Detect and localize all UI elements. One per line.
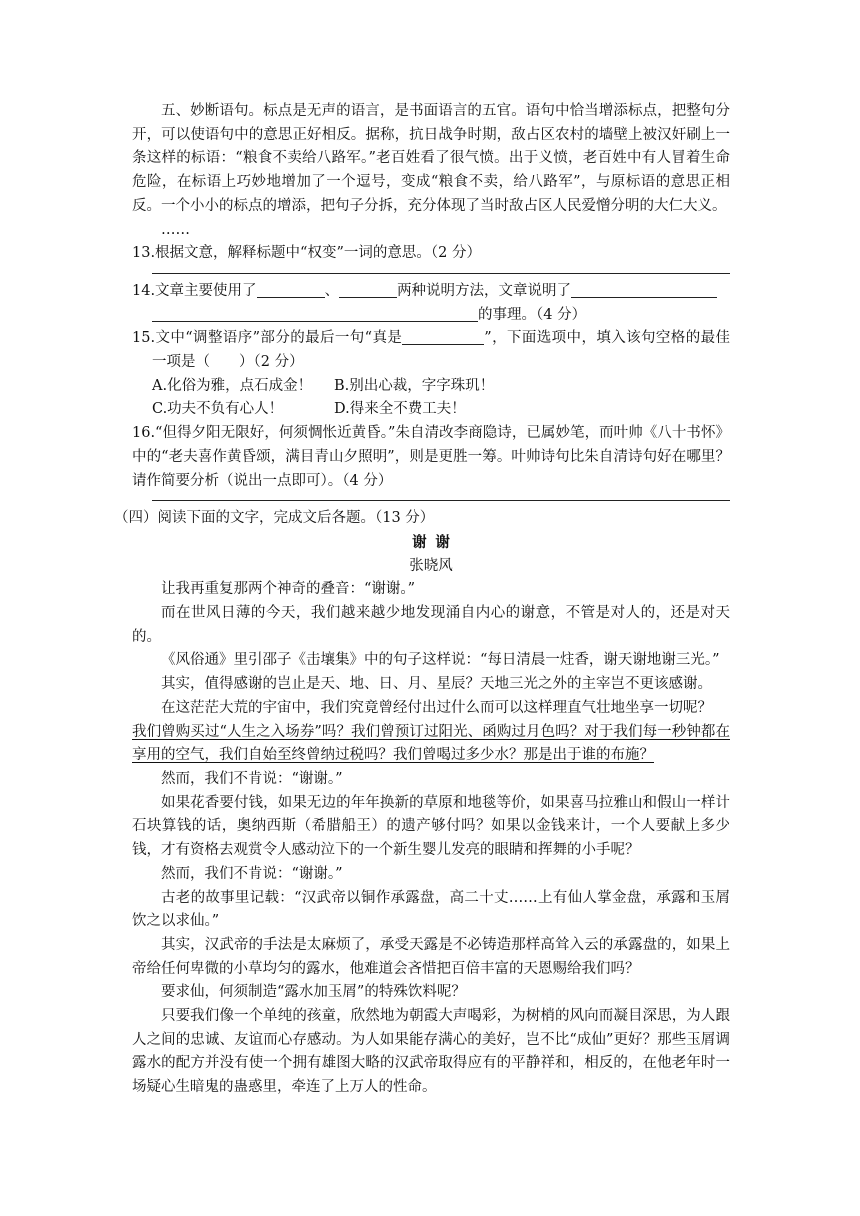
answer-line-16[interactable] (152, 493, 730, 501)
q15-option-d[interactable]: D.得来全不费工夫！ (334, 401, 466, 418)
article-paragraph: 让我再重复那两个神奇的叠音：“谢谢。” (161, 581, 416, 598)
section4-heading: （四）阅读下面的文字，完成文后各题。（13 分） (114, 510, 435, 527)
article-title: 谢谢 (412, 533, 459, 551)
article-author: 张晓风 (409, 557, 453, 574)
q15-option-a[interactable]: A.化俗为雅，点石成金！ (152, 377, 313, 394)
answer-blank-14c[interactable] (571, 281, 717, 298)
q15-options-row2 (152, 398, 730, 422)
document-page (114, 100, 730, 1100)
underlined-passage: 我们曾购买过“人生之入场券”吗？我们曾预订过阳光、函购过月色吗？对于我们每一秒钟都在享用的空气，我们自始至终曾纳过税吗？我们曾喝过多少水？那是出于谁的布施？ (132, 723, 730, 764)
answer-blank-14d[interactable] (152, 305, 478, 322)
article-paragraph: 只要我们像一个单纯的孩童，欣然地为朝霞大声喝彩，为树梢的风向而凝目深思，为人跟人之间的忠诚、友谊而心存感动。为人如果能存满心的美好，岂不比“成仙”更好？那些玉屑调露水的配方并没有使一个拥有雄图大略的汉武帝取得应有的平静祥和，相反的，在他老年时一场疑心生暗鬼的蛊惑里，牵连了上万人的性命。 (132, 1008, 730, 1096)
q15-option-c[interactable]: C.功夫不负有心人！ (152, 401, 284, 418)
section5-paragraph: 五、妙断语句。标点是无声的语言，是书面语言的五官。语句中恰当增添标点，把整句分开，可以使语句中的意思正好相反。据称，抗日战争时期，敌占区农村的墙壁上被汉奸刷上一条这样的标语：“粮食不卖给八路军。”老百姓看了很气愤。出于义愤，老百姓中有人冒着生命危险，在标语上巧妙地增加了一个逗号，变成“粮食不卖，给八路军”，与原标语的意思正相反。一个小小的标点的增添，把句子分拆，充分体现了当时敌占区人民爱憎分明的大仁大义。 (132, 103, 730, 214)
answer-blank-14a[interactable] (257, 281, 325, 298)
article-paragraph: 然而，我们不肯说：“谢谢。” (161, 770, 343, 787)
article-paragraph: 要求仙，何须制造“露水加玉屑”的特殊饮料呢？ (161, 984, 466, 1001)
article-paragraph: 《风俗通》里引邵子《击壤集》中的句子这样说：“每日清晨一炷香，谢天谢地谢三光。” (161, 652, 720, 669)
question-13: 13.根据文意，解释标题中“权变”一词的意思。（2 分） (132, 245, 481, 262)
question-14: 14.文章主要使用了 、 两种说明方法，文章说明了 (132, 280, 730, 304)
article-paragraph: 而在世风日薄的今天，我们越来越少地发现涌自内心的谢意，不管是对人的，还是对天的。 (132, 605, 730, 645)
answer-line-13[interactable] (152, 266, 730, 274)
article-paragraph: 在这茫茫大荒的宇宙中，我们究竟曾经付出过什么而可以这样理直气壮地坐享一切呢？ (161, 699, 712, 716)
article-paragraph: 如果花香要付钱，如果无边的年年换新的草原和地毯等价，如果喜马拉雅山和假山一样计石块算钱的话，奥纳西斯（希腊船王）的遗产够付吗？如果以金钱来计，一个人要献上多少钱，才有资格去观赏令人感动泣下的一个新生婴儿发亮的眼睛和挥舞的小手呢？ (132, 794, 730, 859)
answer-blank-15[interactable] (402, 328, 484, 345)
question-14-cont: 的事理。（4 分） (132, 304, 730, 328)
article-paragraph: 古老的故事里记载：“汉武帝以铜作承露盘，高二十丈……上有仙人掌金盘，承露和玉屑饮之以求仙。” (132, 889, 730, 930)
q15-option-b[interactable]: B.别出心裁，字字珠玑！ (334, 377, 495, 394)
q15-options-row1 (152, 375, 730, 399)
ellipsis: …… (161, 221, 190, 238)
article-paragraph: 其实，值得感谢的岂止是天、地、日、月、星辰？天地三光之外的主宰岂不更该感谢。 (161, 676, 712, 693)
question-15: 15.文中“调整语序”部分的最后一句“真是 ”，下面选项中，填入该句空格的最佳一项是（ ）（2 分） (132, 330, 730, 371)
question-16: 16.“但得夕阳无限好，何须惆怅近黄昏。”朱自清改李商隐诗，已属妙笔，而叶帅《八十书怀》中的“老夫喜作黄昏颂，满目青山夕照明”，则是更胜一筹。叶帅诗句比朱自清诗句好在哪里？请作简要分析（说出一点即可）。（4 分） (132, 425, 730, 489)
answer-blank-14b[interactable] (339, 281, 397, 298)
article-paragraph: 然而，我们不肯说：“谢谢。” (161, 865, 343, 882)
article-paragraph: 其实，汉武帝的手法是太麻烦了，承受天露是不必铸造那样高耸入云的承露盘的，如果上帝给任何卑微的小草均匀的露水，他难道会吝惜把百倍丰富的天恩赐给我们吗？ (132, 936, 730, 977)
